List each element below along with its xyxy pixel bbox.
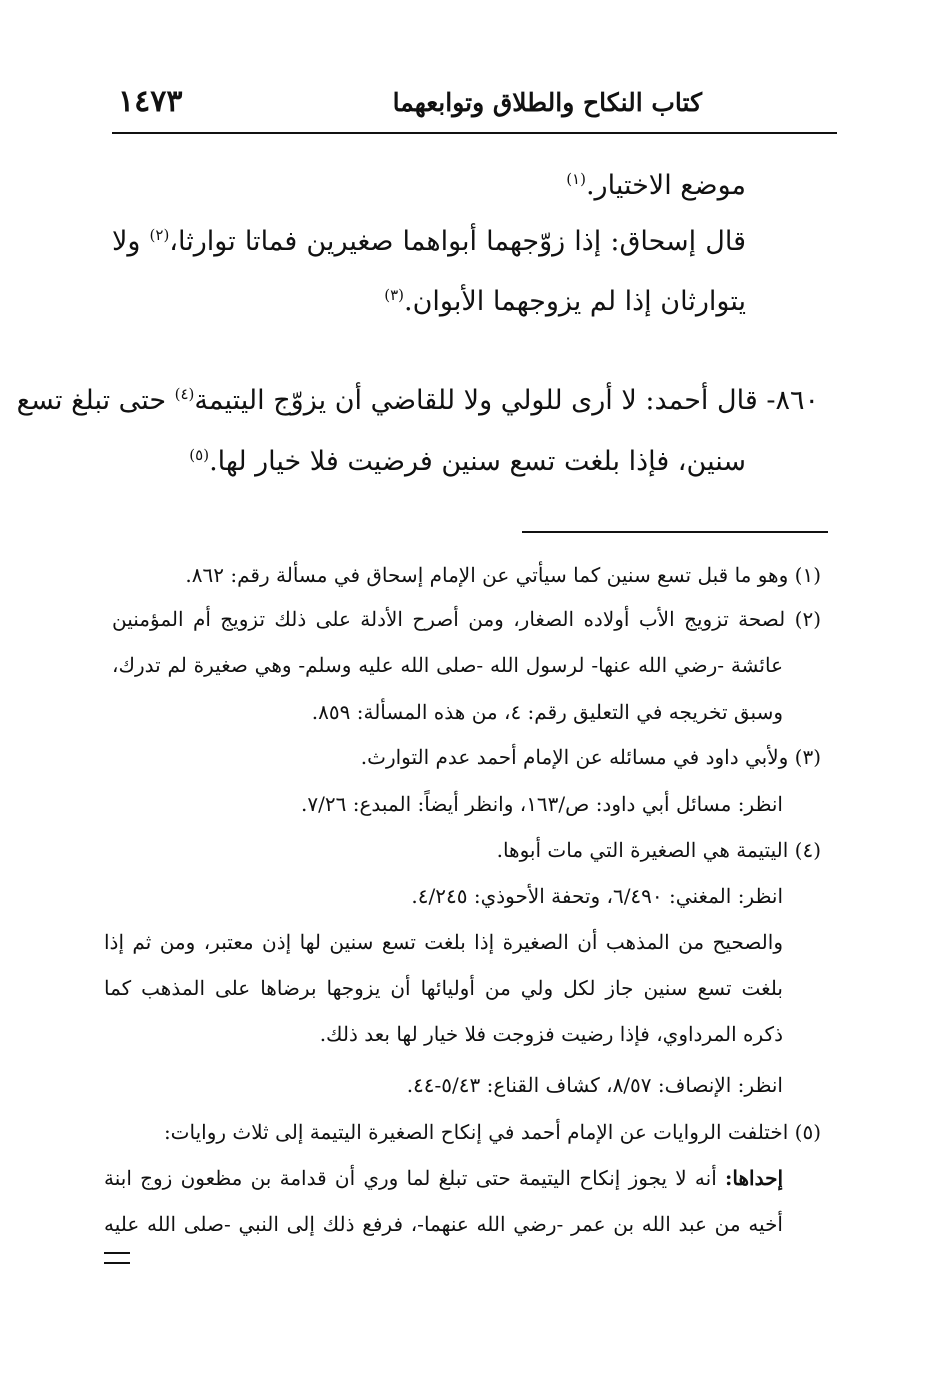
footnote-2-line-3: وسبق تخريجه في التعليق رقم: ٤، من هذه المسألة: ٨٥٩. [311,700,783,724]
body-line-3: يتوارثان إذا لم يزوجهما الأبوان.$^{(٣)}$ [384,286,746,317]
page-number: ١٤٧٣ [118,84,183,119]
footnote-4-line-5: ذكره المرداوي، فإذا رضيت فزوجت فلا خيار لها بعد ذلك. [319,1022,783,1046]
footnote-5-line-2: إحداها: أنه لا يجوز إنكاح اليتيمة حتى تبلغ لما وري أن قدامة بن مظعون زوج ابنة [104,1166,783,1190]
footnote-4-line-3: والصحيح من المذهب أن الصغيرة إذا بلغت تسع سنين لها إذن معتبر، ومن ثم إذا [104,930,783,954]
footnote-separator [522,531,828,533]
riwaya-label: إحداها: [725,1166,783,1190]
footnote-ref-1[interactable]: (١) [566,170,586,188]
footnote-2-line-2: عائشة -رضي الله عنها- لرسول الله -صلى الله عليه وسلم- وهي صغيرة لم تدرك، [112,653,783,677]
footnote-2-line-1: (٢) لصحة تزويج الأب أولاده الصغار، ومن أصرح الأدلة على ذلك تزويج أم المؤمنين [112,607,821,631]
footnote-ref-3[interactable]: (٣) [384,286,405,304]
footnote-3-line-1: (٣) ولأبي داود في مسائله عن الإمام أحمد عدم التوارث. [360,745,821,769]
footnote-5-line-1: (٥) اختلفت الروايات عن الإمام أحمد في إنكاح الصغيرة اليتيمة إلى ثلاث روايات: [163,1120,821,1144]
footnote-ref-4[interactable]: (٤) [174,385,195,403]
footnote-ref-2[interactable]: (٢) [149,226,170,244]
body-line-4: ٨٦٠- قال أحمد: لا أرى للولي ولا للقاضي أن يزوّج اليتيمة$^{(٤)}$ حتى تبلغ تسع [16,385,819,416]
footnote-4-line-2: انظر: المغني: ٦/٤٩٠، وتحفة الأحوذي: ٤/٢٤٥. [411,884,783,908]
continuation-mark [104,1252,130,1264]
body-line-2: قال إسحاق: إذا زوّجهما أبواهما صغيرين فماتا توارثا،$^{(٢)}$ ولا [112,226,746,257]
footnote-4-line-1: (٤) اليتيمة هي الصغيرة التي مات أبوها. [496,838,821,862]
running-title: كتاب النكاح والطلاق وتوابعهما [392,88,702,117]
footnote-5-line-3: أخيه من عبد الله بن عمر -رضي الله عنهما-، فرفع ذلك إلى النبي -صلى الله عليه [104,1212,783,1236]
page-header [112,80,837,136]
footnote-1: (١) وهو ما قبل تسع سنين كما سيأتي عن الإمام إسحاق في مسألة رقم: ٨٦٢. [185,563,821,587]
footnote-3-line-2: انظر: مسائل أبي داود: ص/١٦٣، وانظر أيضاً: المبدع: ٧/٢٦. [301,792,783,816]
footnote-4-line-4: بلغت تسع سنين جاز لكل ولي من أوليائها أن يزوجها برضاها على المذهب كما [104,976,783,1000]
body-line-1: موضع الاختيار.$^{(١)}$ [566,170,746,201]
header-rule [112,132,837,134]
footnote-ref-5[interactable]: (٥) [189,446,210,464]
body-line-5: سنين، فإذا بلغت تسع سنين فرضيت فلا خيار لها.$^{(٥)}$ [189,446,746,477]
footnote-4-line-6: انظر: الإنصاف: ٨/٥٧، كشاف القناع: ٥/٤٣-٤٤. [406,1073,783,1097]
